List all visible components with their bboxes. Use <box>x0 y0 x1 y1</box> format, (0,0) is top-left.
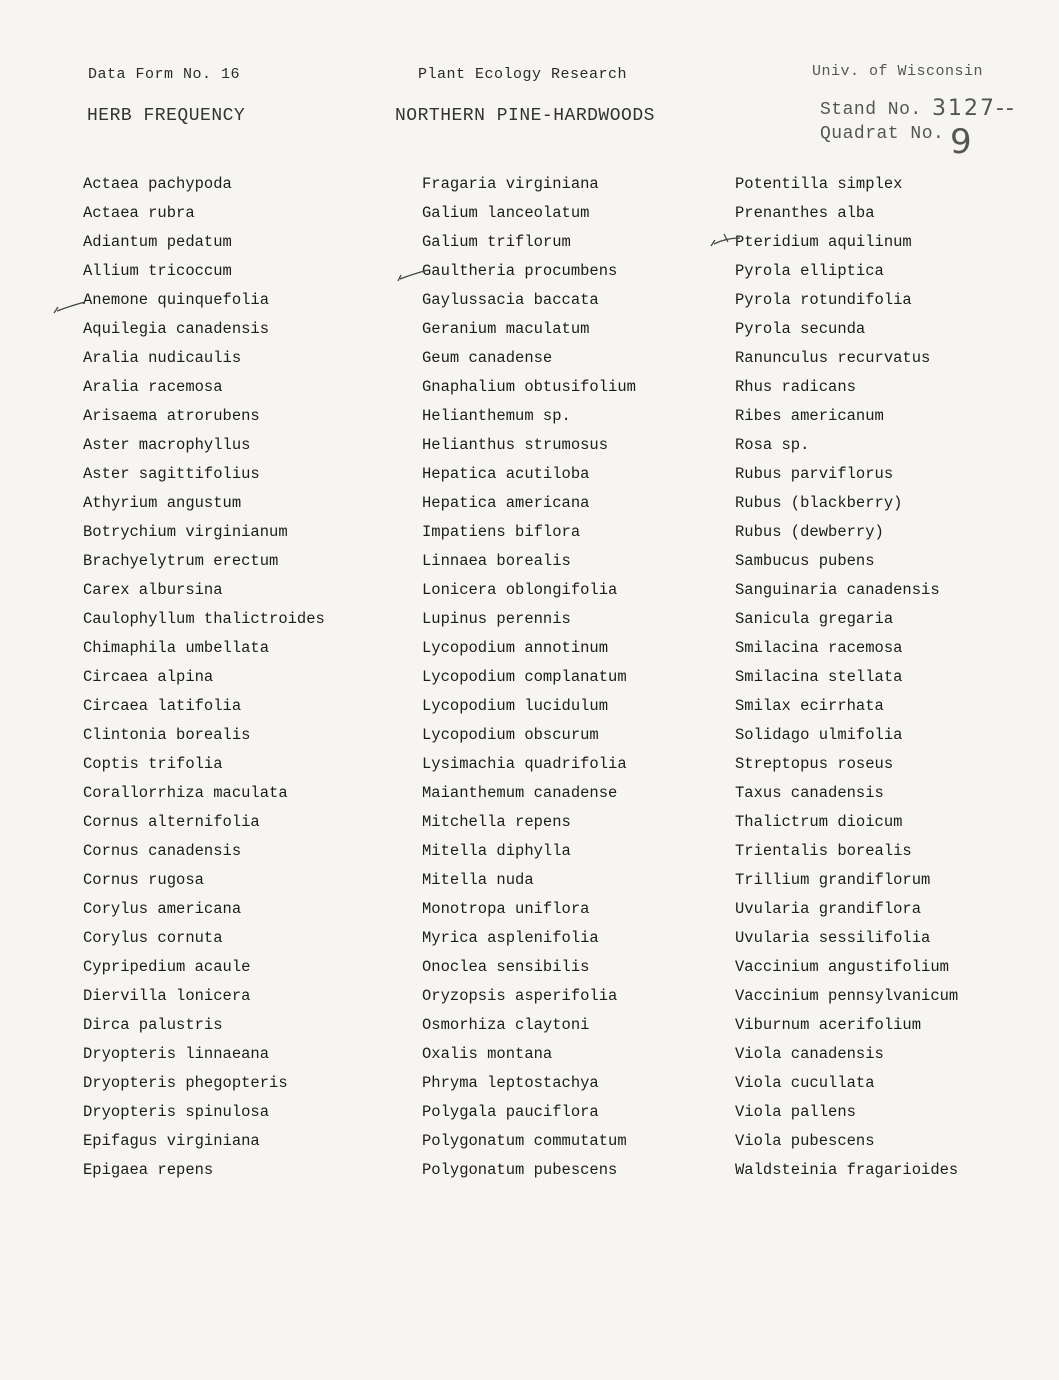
species-entry: Uvularia grandiflora <box>735 900 922 918</box>
species-column-1 <box>83 170 325 1185</box>
species-entry: Gaylussacia baccata <box>422 291 599 309</box>
species-entry: Caulophyllum thalictroides <box>83 610 325 628</box>
species-entry: Impatiens biflora <box>422 523 581 541</box>
quadrat-row <box>820 122 1055 162</box>
species-entry: Vaccinium angustifolium <box>735 958 949 976</box>
species-entry: Pyrola secunda <box>735 320 866 338</box>
check-mark-icon <box>708 230 742 248</box>
stand-label: Stand No. <box>820 100 922 120</box>
species-entry: Dirca palustris <box>83 1016 223 1034</box>
species-entry: Linnaea borealis <box>422 552 571 570</box>
species-entry: Monotropa uniflora <box>422 900 590 918</box>
species-entry: Streptopus roseus <box>735 755 894 773</box>
species-entry: Oryzopsis asperifolia <box>422 987 618 1005</box>
species-entry: Cornus alternifolia <box>83 813 260 831</box>
species-entry: Cornus canadensis <box>83 842 242 860</box>
species-entry: Rubus (dewberry) <box>735 523 884 541</box>
species-entry: Ranunculus recurvatus <box>735 349 931 367</box>
species-entry: Aster sagittifolius <box>83 465 260 483</box>
species-entry: Cypripedium acaule <box>83 958 251 976</box>
species-entry: Gaultheria procumbens <box>422 262 618 280</box>
species-entry: Fragaria virginiana <box>422 175 599 193</box>
quadrat-label: Quadrat No. <box>820 124 945 144</box>
species-entry: Brachyelytrum erectum <box>83 552 279 570</box>
species-entry: Lysimachia quadrifolia <box>422 755 627 773</box>
species-entry: Myrica asplenifolia <box>422 929 599 947</box>
species-entry: Potentilla simplex <box>735 175 903 193</box>
species-entry: Rhus radicans <box>735 378 856 396</box>
stand-number-handwritten: 3127-- <box>932 96 1016 121</box>
species-column-3 <box>735 170 958 1185</box>
species-entry: Allium tricoccum <box>83 262 232 280</box>
species-entry: Phryma leptostachya <box>422 1074 599 1092</box>
species-entry: Polygala pauciflora <box>422 1103 599 1121</box>
species-entry: Solidago ulmifolia <box>735 726 903 744</box>
species-entry: Lycopodium annotinum <box>422 639 609 657</box>
species-entry: Hepatica acutiloba <box>422 465 590 483</box>
species-entry: Taxus canadensis <box>735 784 884 802</box>
species-entry: Trillium grandiflorum <box>735 871 931 889</box>
species-entry: Botrychium virginianum <box>83 523 288 541</box>
species-entry: Rubus (blackberry) <box>735 494 903 512</box>
species-entry: Carex albursina <box>83 581 223 599</box>
species-entry: Lupinus perennis <box>422 610 571 628</box>
quadrat-number-handwritten: 9 <box>950 122 974 162</box>
species-entry: Sambucus pubens <box>735 552 875 570</box>
species-entry: Dryopteris spinulosa <box>83 1103 270 1121</box>
species-entry: Viola canadensis <box>735 1045 884 1063</box>
species-entry: Lycopodium complanatum <box>422 668 627 686</box>
species-entry: Smilax ecirrhata <box>735 697 884 715</box>
species-entry: Smilacina racemosa <box>735 639 903 657</box>
species-entry: Lycopodium obscurum <box>422 726 599 744</box>
species-entry: Waldsteinia fragarioides <box>735 1161 959 1179</box>
species-entry: Circaea alpina <box>83 668 214 686</box>
check-mark-icon <box>395 266 429 284</box>
species-entry: Rosa sp. <box>735 436 810 454</box>
species-entry: Epigaea repens <box>83 1161 214 1179</box>
species-entry: Aquilegia canadensis <box>83 320 270 338</box>
species-entry: Mitella nuda <box>422 871 534 889</box>
species-entry: Viola pubescens <box>735 1132 875 1150</box>
species-entry: Lycopodium lucidulum <box>422 697 609 715</box>
species-entry: Diervilla lonicera <box>83 987 251 1005</box>
species-entry: Aster macrophyllus <box>83 436 251 454</box>
species-entry: Helianthemum sp. <box>422 407 571 425</box>
form-title: HERB FREQUENCY <box>87 106 246 126</box>
species-entry: Coptis trifolia <box>83 755 223 773</box>
species-entry: Pyrola rotundifolia <box>735 291 912 309</box>
research-title: Plant Ecology Research <box>418 66 628 83</box>
university-name: Univ. of Wisconsin <box>812 63 984 80</box>
species-entry: Galium triflorum <box>422 233 571 251</box>
species-entry: Athyrium angustum <box>83 494 242 512</box>
species-entry: Mitchella repens <box>422 813 571 831</box>
species-entry: Viburnum acerifolium <box>735 1016 922 1034</box>
stand-row <box>820 96 1055 124</box>
species-entry: Polygonatum commutatum <box>422 1132 627 1150</box>
species-entry: Hepatica americana <box>422 494 590 512</box>
species-entry: Maianthemum canadense <box>422 784 618 802</box>
species-entry: Actaea pachypoda <box>83 175 232 193</box>
species-entry: Corallorrhiza maculata <box>83 784 288 802</box>
species-entry: Smilacina stellata <box>735 668 903 686</box>
species-entry: Oxalis montana <box>422 1045 553 1063</box>
species-entry: Lonicera oblongifolia <box>422 581 618 599</box>
species-entry: Dryopteris phegopteris <box>83 1074 288 1092</box>
species-entry: Uvularia sessilifolia <box>735 929 931 947</box>
species-entry: Clintonia borealis <box>83 726 251 744</box>
species-entry: Mitella diphylla <box>422 842 571 860</box>
species-entry: Sanicula gregaria <box>735 610 894 628</box>
species-entry: Geranium maculatum <box>422 320 590 338</box>
species-entry: Prenanthes alba <box>735 204 875 222</box>
species-entry: Gnaphalium obtusifolium <box>422 378 636 396</box>
species-entry: Cornus rugosa <box>83 871 204 889</box>
stand-quadrat-block <box>820 96 1055 162</box>
species-entry: Helianthus strumosus <box>422 436 609 454</box>
species-entry: Osmorhiza claytoni <box>422 1016 590 1034</box>
species-column-2 <box>422 170 636 1185</box>
species-entry: Galium lanceolatum <box>422 204 590 222</box>
species-entry: Viola cucullata <box>735 1074 875 1092</box>
species-entry: Thalictrum dioicum <box>735 813 903 831</box>
species-entry: Pyrola elliptica <box>735 262 884 280</box>
community-title: NORTHERN PINE-HARDWOODS <box>395 106 655 126</box>
check-mark-icon <box>52 298 86 316</box>
species-entry: Circaea latifolia <box>83 697 242 715</box>
species-entry: Onoclea sensibilis <box>422 958 590 976</box>
species-entry: Chimaphila umbellata <box>83 639 270 657</box>
species-entry: Actaea rubra <box>83 204 195 222</box>
species-entry: Epifagus virginiana <box>83 1132 260 1150</box>
species-entry: Corylus cornuta <box>83 929 223 947</box>
species-entry: Polygonatum pubescens <box>422 1161 618 1179</box>
species-entry: Arisaema atrorubens <box>83 407 260 425</box>
species-entry: Corylus americana <box>83 900 242 918</box>
species-entry: Pteridium aquilinum <box>735 233 912 251</box>
species-entry: Sanguinaria canadensis <box>735 581 940 599</box>
species-entry: Vaccinium pennsylvanicum <box>735 987 959 1005</box>
species-entry: Ribes americanum <box>735 407 884 425</box>
species-entry: Dryopteris linnaeana <box>83 1045 270 1063</box>
species-entry: Rubus parviflorus <box>735 465 894 483</box>
species-entry: Viola pallens <box>735 1103 856 1121</box>
species-entry: Anemone quinquefolia <box>83 291 270 309</box>
species-entry: Trientalis borealis <box>735 842 912 860</box>
form-number: Data Form No. 16 <box>88 66 241 83</box>
species-entry: Geum canadense <box>422 349 553 367</box>
species-entry: Adiantum pedatum <box>83 233 232 251</box>
species-entry: Aralia nudicaulis <box>83 349 242 367</box>
species-entry: Aralia racemosa <box>83 378 223 396</box>
